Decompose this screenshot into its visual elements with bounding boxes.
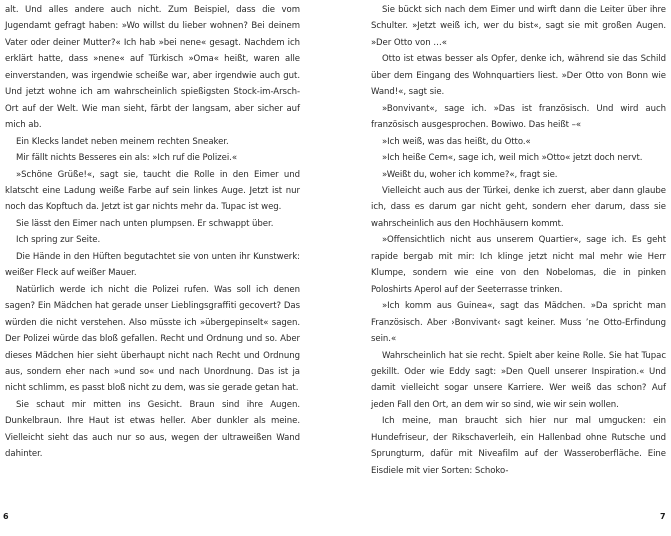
paragraph: Die Hände in den Hüften begutachtet sie von unten ihr Kunstwerk: weißer Fleck auf weißer Mauer.: [5, 251, 300, 279]
right-page-text: [371, 2, 666, 479]
paragraph: »Schöne Grüße!«, sagt sie, taucht die Rolle in den Eimer und klatscht eine Ladung weiße Farbe auf sein linkes Auge. Jetzt ist nur noch das Kopftuch da. Jetzt ist gar nichts mehr da. Tupac ist weg.: [5, 169, 300, 213]
page-number-right: 7: [660, 512, 666, 521]
paragraph: Sie lässt den Eimer nach unten plumpsen. Er schwappt über.: [16, 218, 274, 229]
paragraph: »Ich komm aus Guinea«, sagt das Mädchen. »Da spricht man Französisch. Aber ›Bonvivant‹ sagt keiner. Muss ’ne Otto-Erfindung sein.«: [371, 301, 666, 345]
paragraph: »Weißt du, woher ich komme?«, fragt sie.: [382, 169, 558, 180]
left-page-text: [5, 2, 300, 463]
paragraph: Natürlich werde ich nicht die Polizei rufen. Was soll ich denen sagen? Ein Mädchen hat gerade unser Lieblingsgraffiti gecovert? Das würden die nicht verstehen. Also müsste ich »übergepinselt« sagen. Der Polizei würde das bloß gefallen. Recht und Ordnung und so. Aber dieses Mädchen hier sieht überhaupt nicht nach Recht und Ordnung aus, sondern eher nach »und so« und nach Unordnung. Das ist ja nicht schlimm, es passt bloß nicht zu dem, was sie gerade getan hat.: [5, 284, 300, 394]
paragraph: Otto ist etwas besser als Opfer, denke ich, während sie das Schild über dem Eingang des Wohnquartiers liest. »Der Otto von Bonn wie Wand!«, sagt sie.: [371, 54, 666, 98]
paragraph: »Offensichtlich nicht aus unserem Quartier«, sage ich. Es geht rapide bergab mit mir: Ich klinge jetzt nicht mal mehr wie Herr Klumpe, sondern wie eine von den Nobelomas, die in pinken Poloshirts Aperol auf der Seeterrasse trinken.: [371, 235, 666, 295]
page-number-left: 6: [3, 512, 9, 521]
paragraph: »Ich weiß, was das heißt, du Otto.«: [382, 136, 531, 147]
paragraph: Ich spring zur Seite.: [16, 235, 101, 246]
paragraph: Wahrscheinlich hat sie recht. Spielt aber keine Rolle. Sie hat Tupac gekillt. Oder wie Eddy sagt: »Den Quell unserer Inspiration.« Und damit vielleicht sogar unsere Karriere. Wer weiß das schon? Auf jeden Fall den Ort, an dem wir so sind, wie wir sein wollen.: [371, 350, 666, 410]
paragraph: Ich meine, man braucht sich hier nur mal umgucken: ein Hundefriseur, der Rikschaverleih, ein Hallenbad ohne Rutsche und Sprungturm, dafür mit Niveafilm auf der Wasseroberfläche. Eine Eisdiele mit vier Sorten: Schoko-: [371, 416, 666, 476]
paragraph: Sie bückt sich nach dem Eimer und wirft dann die Leiter über ihre Schulter. »Jetzt weiß ich, wer du bist«, sagt sie mit großen Augen. »Der Otto von …«: [371, 5, 666, 48]
paragraph: Mir fällt nichts Besseres ein als: »Ich ruf die Polizei.«: [16, 153, 237, 164]
paragraph: Ein Klecks landet neben meinem rechten Sneaker.: [16, 136, 229, 147]
paragraph: Sie schaut mir mitten ins Gesicht. Braun sind ihre Augen. Dunkelbraun. Ihre Haut ist etwas heller. Aber dunkler als meine. Vielleicht sieht das auch nur so aus, wegen der ultraweißen Wand dahinter.: [5, 399, 300, 460]
paragraph: »Ich heiße Cem«, sage ich, weil mich »Otto« jetzt doch nervt.: [382, 153, 643, 164]
paragraph: Vielleicht auch aus der Türkei, denke ich zuerst, aber dann glaube ich, dass es darum gar nicht geht, sondern eher darum, dass sie wahrscheinlich aus den Hochhäusern kommt.: [371, 185, 666, 229]
paragraph: »Bonvivant«, sage ich. »Das ist französisch. Und wird auch französisch ausgesprochen. Bowiwo. Das heißt –«: [371, 103, 666, 131]
paragraph: alt. Und alles andere auch nicht. Zum Beispiel, dass die vom Jugendamt gefragt haben: »Wo willst du lieber wohnen? Bei deinem Vater oder deiner Mutter?« Ich hab »bei nene« gesagt. Nachdem ich erklärt hatte, dass »nene« auf Türkisch »Oma« heißt, waren alle einverstanden, was irgendwie scheiße war, aber irgendwie auch gut. Und jetzt wohne ich am wahrscheinlich spießigsten Stock-im-Arsch-Ort auf der Welt. Wie man sieht, färbt der langsam, aber sicher auf mich ab.: [5, 5, 300, 131]
